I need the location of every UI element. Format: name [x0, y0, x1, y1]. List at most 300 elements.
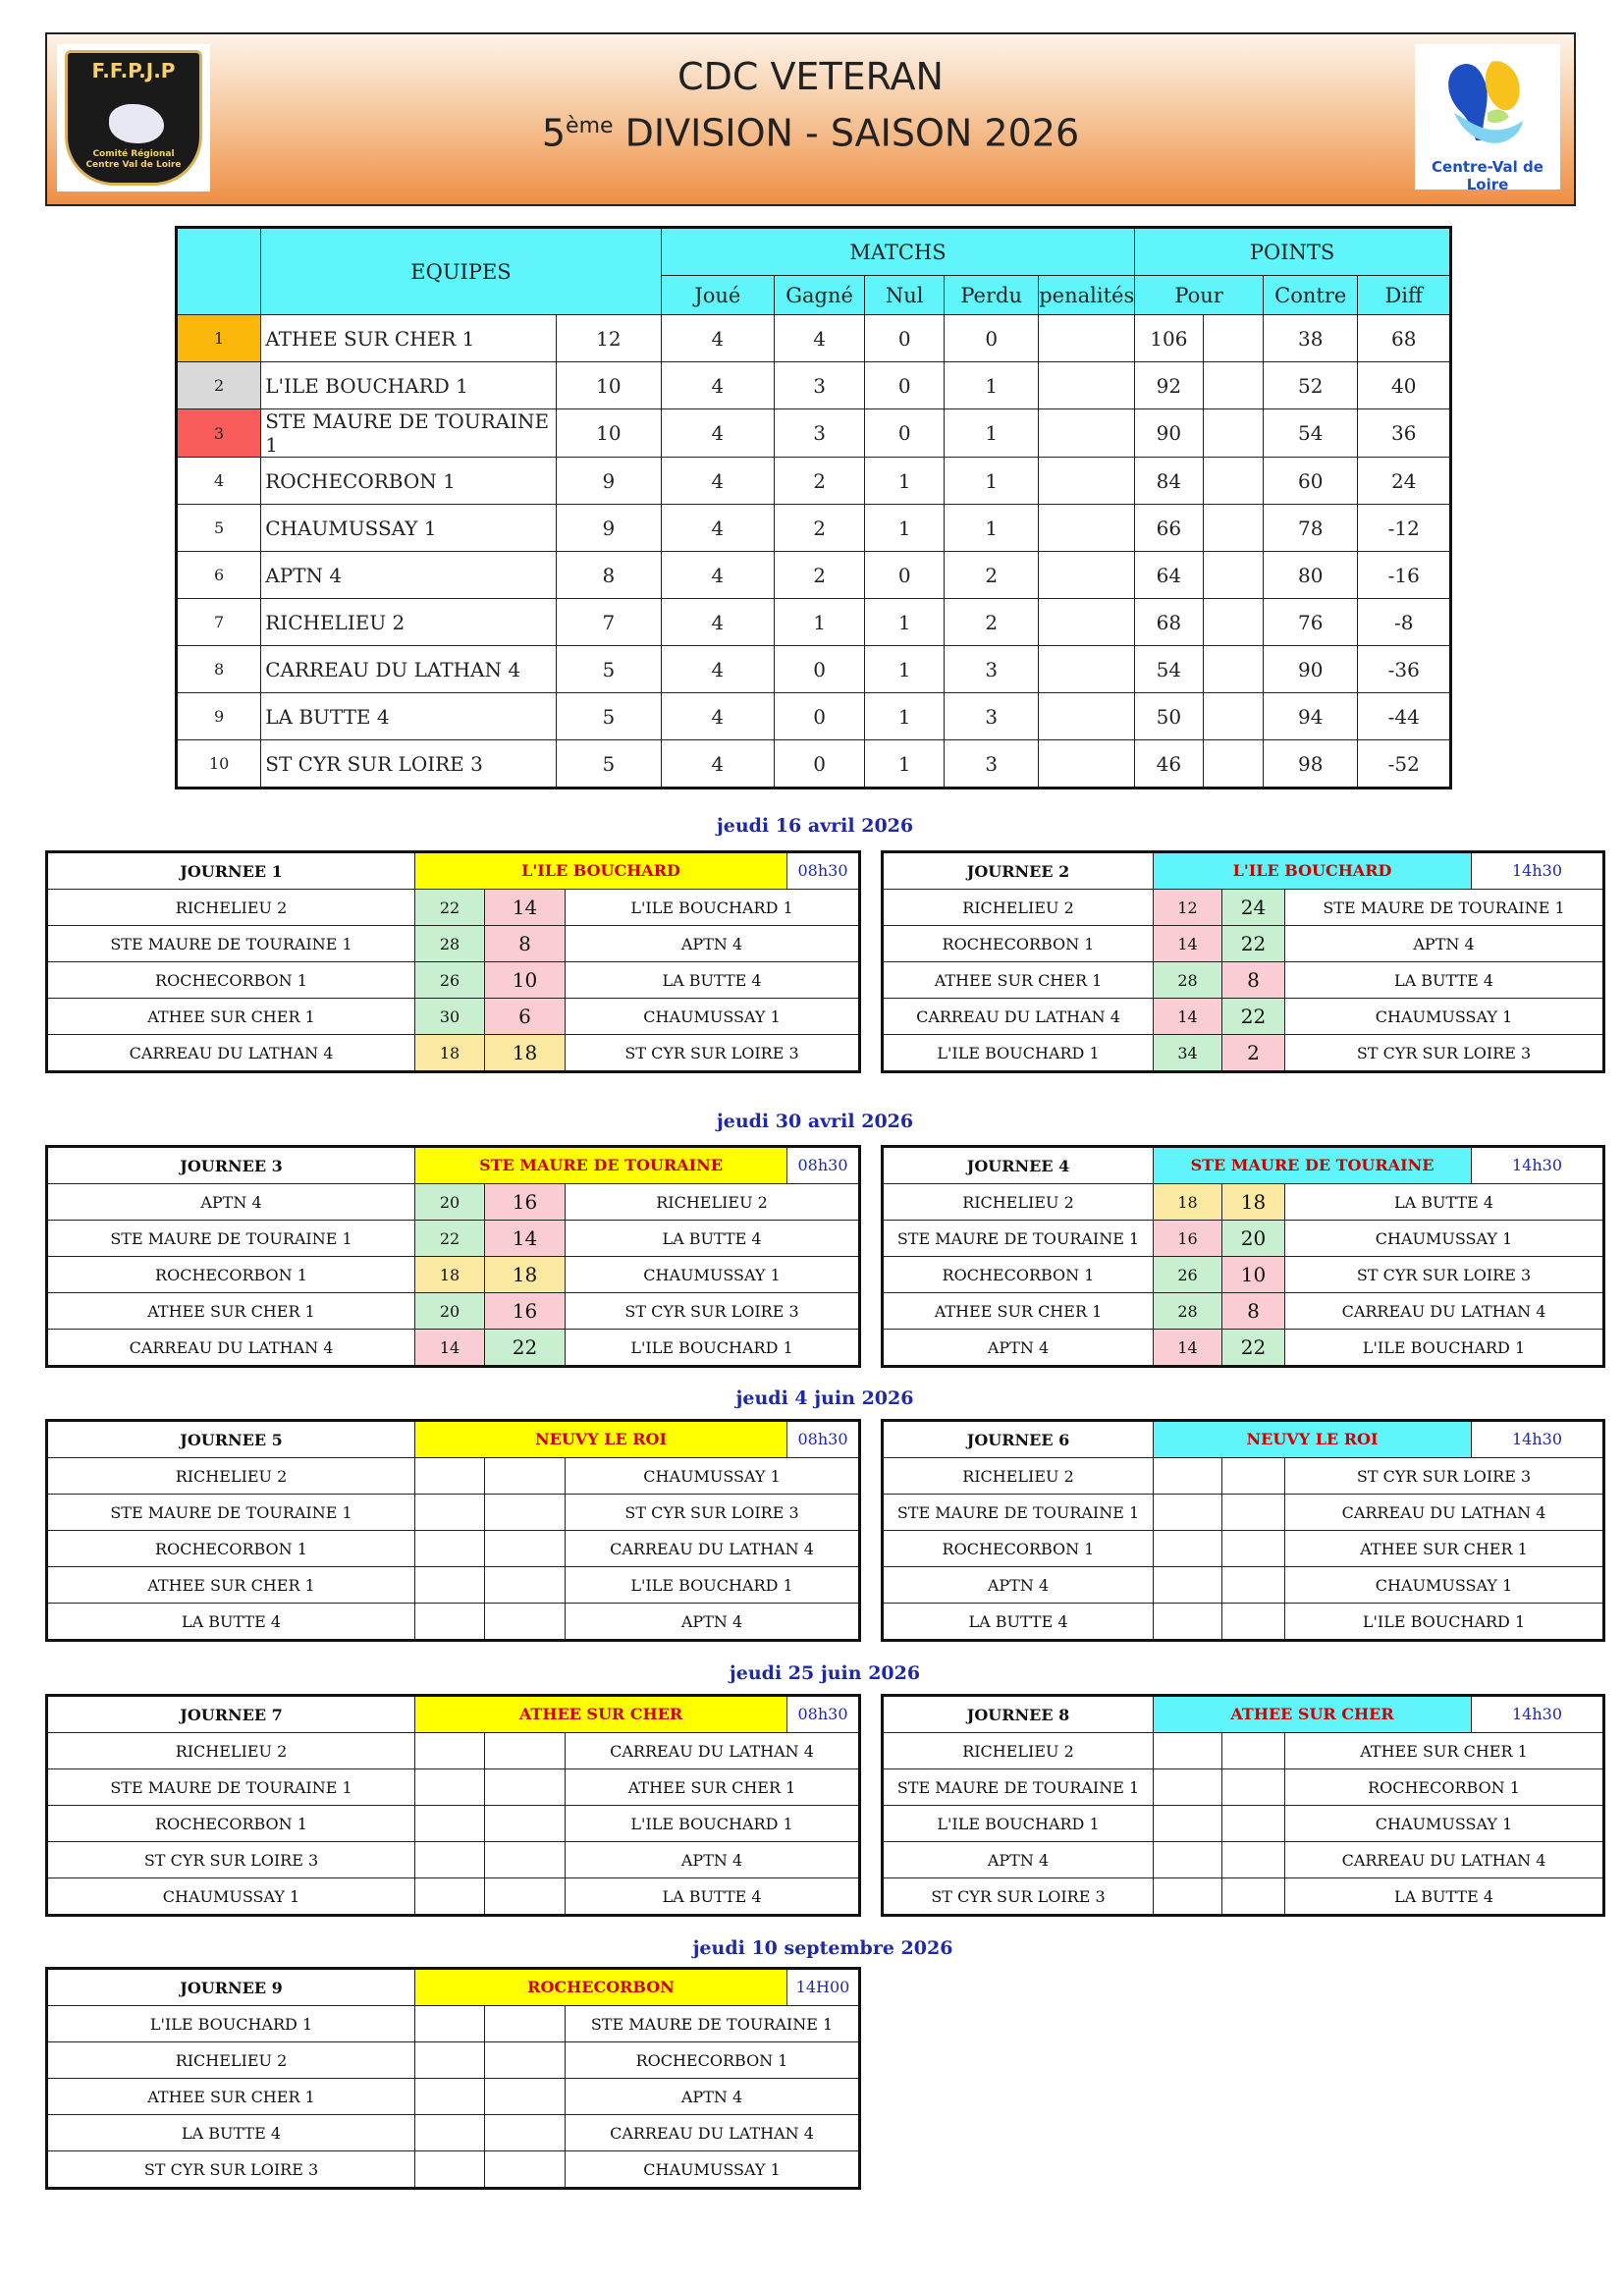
- venue-time: 08h30: [787, 853, 858, 889]
- venue-name: L'ILE BOUCHARD: [1154, 853, 1472, 889]
- ffpjp-shield-icon: F.F.P.J.P Comité Régional Centre Val de Loire: [65, 50, 202, 186]
- away-score: 18: [1222, 1184, 1285, 1221]
- journee-label: JOURNEE 4: [883, 1147, 1154, 1184]
- home-team: CARREAU DU LATHAN 4: [47, 1330, 415, 1367]
- team-points: 12: [556, 315, 661, 362]
- match-row: [47, 1604, 860, 1641]
- match-row: [47, 962, 860, 999]
- home-score: 22: [415, 890, 485, 926]
- team-name: L'ILE BOUCHARD 1: [261, 362, 557, 409]
- penalites-cell: [1039, 409, 1135, 458]
- match-row: [883, 999, 1604, 1035]
- home-team: CARREAU DU LATHAN 4: [47, 1035, 415, 1072]
- pour-cell: 50: [1135, 693, 1203, 740]
- gagne-cell: 0: [774, 740, 864, 789]
- home-team: STE MAURE DE TOURAINE 1: [47, 1769, 415, 1806]
- nul-header: Nul: [865, 276, 945, 315]
- away-team: APTN 4: [566, 926, 860, 962]
- home-team: APTN 4: [47, 1184, 415, 1221]
- venue-time: 08h30: [787, 1697, 858, 1732]
- gagne-cell: 2: [774, 552, 864, 599]
- home-score: [1154, 1769, 1222, 1806]
- team-points: 9: [556, 505, 661, 552]
- journee-table: [45, 850, 861, 1073]
- match-row: [883, 1293, 1604, 1330]
- perdu-cell: 1: [945, 409, 1039, 458]
- home-score: 20: [415, 1184, 485, 1221]
- journee-header-row: [47, 852, 860, 890]
- match-row: [883, 1495, 1604, 1531]
- gagne-cell: 3: [774, 409, 864, 458]
- journee-label: JOURNEE 8: [883, 1696, 1154, 1733]
- journee-label: JOURNEE 3: [47, 1147, 415, 1184]
- match-row: [883, 1567, 1604, 1604]
- match-row: [47, 2079, 860, 2115]
- journee-table: [881, 1145, 1605, 1368]
- away-score: [1222, 1458, 1285, 1495]
- home-score: 26: [1154, 1257, 1222, 1293]
- home-score: [1154, 1733, 1222, 1769]
- pour-cell: 84: [1135, 458, 1203, 505]
- away-score: [485, 1806, 566, 1842]
- away-team: ATHEE SUR CHER 1: [1285, 1733, 1604, 1769]
- journee-label: JOURNEE 7: [47, 1696, 415, 1733]
- home-score: 26: [415, 962, 485, 999]
- home-team: LA BUTTE 4: [883, 1604, 1154, 1641]
- nul-cell: 1: [865, 646, 945, 693]
- journee-venue: [415, 1421, 860, 1458]
- home-score: 28: [415, 926, 485, 962]
- team-name: ATHEE SUR CHER 1: [261, 315, 557, 362]
- home-team: ROCHECORBON 1: [883, 926, 1154, 962]
- match-row: [883, 1531, 1604, 1567]
- nul-cell: 1: [865, 458, 945, 505]
- diff-cell: -16: [1358, 552, 1451, 599]
- contre-cell: 94: [1264, 693, 1358, 740]
- home-score: [1154, 1458, 1222, 1495]
- gagne-cell: 2: [774, 458, 864, 505]
- contre-cell: 80: [1264, 552, 1358, 599]
- penalites-header: penalités: [1039, 276, 1135, 315]
- away-score: [485, 1733, 566, 1769]
- away-score: 22: [1222, 1330, 1285, 1367]
- pour-extra-cell: [1203, 505, 1264, 552]
- away-score: [485, 1769, 566, 1806]
- away-score: 8: [1222, 1293, 1285, 1330]
- away-team: ST CYR SUR LOIRE 3: [566, 1293, 860, 1330]
- away-team: L'ILE BOUCHARD 1: [566, 890, 860, 926]
- rank-cell: 3: [177, 409, 261, 458]
- match-row: [47, 1769, 860, 1806]
- gagne-header: Gagné: [774, 276, 864, 315]
- page-title: [47, 52, 1574, 159]
- home-team: LA BUTTE 4: [47, 2115, 415, 2151]
- home-team: RICHELIEU 2: [883, 1184, 1154, 1221]
- journee-table: [45, 1967, 861, 2190]
- away-team: STE MAURE DE TOURAINE 1: [1285, 890, 1604, 926]
- match-row: [47, 2151, 860, 2189]
- home-score: [415, 1495, 485, 1531]
- diff-cell: -8: [1358, 599, 1451, 646]
- pour-extra-cell: [1203, 693, 1264, 740]
- match-row: [47, 1330, 860, 1367]
- home-score: 14: [1154, 999, 1222, 1035]
- pour-cell: 64: [1135, 552, 1203, 599]
- away-score: 14: [485, 890, 566, 926]
- journee-venue: [415, 1147, 860, 1184]
- contre-cell: 52: [1264, 362, 1358, 409]
- away-team: ST CYR SUR LOIRE 3: [566, 1035, 860, 1072]
- pour-cell: 68: [1135, 599, 1203, 646]
- standings-row: [177, 740, 1451, 789]
- team-points: 5: [556, 740, 661, 789]
- away-team: RICHELIEU 2: [566, 1184, 860, 1221]
- home-team: RICHELIEU 2: [47, 1733, 415, 1769]
- diff-cell: -52: [1358, 740, 1451, 789]
- home-score: [415, 1733, 485, 1769]
- away-team: CHAUMUSSAY 1: [1285, 1806, 1604, 1842]
- team-points: 10: [556, 409, 661, 458]
- home-team: STE MAURE DE TOURAINE 1: [47, 1221, 415, 1257]
- journee-header-row: [883, 1696, 1604, 1733]
- penalites-cell: [1039, 693, 1135, 740]
- away-team: LA BUTTE 4: [1285, 1184, 1604, 1221]
- standings-header-row-1: [177, 228, 1451, 276]
- pour-extra-cell: [1203, 740, 1264, 789]
- home-team: STE MAURE DE TOURAINE 1: [883, 1769, 1154, 1806]
- journee-venue: [1154, 1147, 1604, 1184]
- journee-label: JOURNEE 5: [47, 1421, 415, 1458]
- journee-table: [881, 1694, 1605, 1917]
- contre-header: Contre: [1264, 276, 1358, 315]
- match-row: [47, 890, 860, 926]
- home-score: [415, 1604, 485, 1641]
- nul-cell: 1: [865, 505, 945, 552]
- matchs-header: MATCHS: [661, 228, 1135, 276]
- home-team: CHAUMUSSAY 1: [47, 1878, 415, 1916]
- away-team: LA BUTTE 4: [566, 1221, 860, 1257]
- journee-header-row: [47, 1696, 860, 1733]
- penalites-cell: [1039, 646, 1135, 693]
- standings-row: [177, 458, 1451, 505]
- pour-extra-cell: [1203, 315, 1264, 362]
- penalites-cell: [1039, 362, 1135, 409]
- venue-name: STE MAURE DE TOURAINE: [415, 1148, 787, 1183]
- away-score: [1222, 1495, 1285, 1531]
- home-team: L'ILE BOUCHARD 1: [883, 1035, 1154, 1072]
- pour-extra-cell: [1203, 458, 1264, 505]
- away-score: [485, 2006, 566, 2042]
- home-team: ATHEE SUR CHER 1: [47, 1567, 415, 1604]
- penalites-cell: [1039, 505, 1135, 552]
- standings-row: [177, 505, 1451, 552]
- venue-name: ROCHECORBON: [415, 1970, 787, 2005]
- away-team: CARREAU DU LATHAN 4: [566, 2115, 860, 2151]
- away-team: STE MAURE DE TOURAINE 1: [566, 2006, 860, 2042]
- away-score: 18: [485, 1257, 566, 1293]
- journee-header-row: [883, 852, 1604, 890]
- home-score: 12: [1154, 890, 1222, 926]
- journee-header-row: [47, 1421, 860, 1458]
- home-score: [415, 1769, 485, 1806]
- venue-time: 14h30: [1472, 1422, 1602, 1457]
- match-row: [883, 1330, 1604, 1367]
- perdu-cell: 3: [945, 693, 1039, 740]
- away-score: 8: [485, 926, 566, 962]
- match-row: [47, 2006, 860, 2042]
- team-points: 5: [556, 693, 661, 740]
- points-header: POINTS: [1135, 228, 1451, 276]
- home-team: ATHEE SUR CHER 1: [883, 1293, 1154, 1330]
- team-points: 7: [556, 599, 661, 646]
- venue-time: 14h30: [1472, 1697, 1602, 1732]
- home-team: ST CYR SUR LOIRE 3: [47, 2151, 415, 2189]
- nul-cell: 1: [865, 693, 945, 740]
- journee-label: JOURNEE 1: [47, 852, 415, 890]
- away-team: L'ILE BOUCHARD 1: [1285, 1330, 1604, 1367]
- away-score: [485, 1604, 566, 1641]
- match-row: [47, 1458, 860, 1495]
- away-score: [485, 2115, 566, 2151]
- team-name: RICHELIEU 2: [261, 599, 557, 646]
- away-score: 24: [1222, 890, 1285, 926]
- away-team: APTN 4: [566, 1604, 860, 1641]
- venue-time: 14h30: [1472, 853, 1602, 889]
- journee-table: [45, 1419, 861, 1642]
- perdu-cell: 1: [945, 458, 1039, 505]
- away-team: L'ILE BOUCHARD 1: [1285, 1604, 1604, 1641]
- team-points: 8: [556, 552, 661, 599]
- away-team: ATHEE SUR CHER 1: [1285, 1531, 1604, 1567]
- home-score: [1154, 1842, 1222, 1878]
- journee-venue: [415, 852, 860, 890]
- away-score: [1222, 1842, 1285, 1878]
- perdu-cell: 2: [945, 599, 1039, 646]
- date-label: jeudi 25 juin 2026: [729, 1662, 921, 1684]
- diff-header: Diff: [1358, 276, 1451, 315]
- home-team: ATHEE SUR CHER 1: [47, 999, 415, 1035]
- home-team: ROCHECORBON 1: [47, 1531, 415, 1567]
- gagne-cell: 0: [774, 646, 864, 693]
- home-score: 18: [415, 1035, 485, 1072]
- home-team: L'ILE BOUCHARD 1: [47, 2006, 415, 2042]
- away-score: [1222, 1733, 1285, 1769]
- home-team: STE MAURE DE TOURAINE 1: [47, 1495, 415, 1531]
- home-team: APTN 4: [883, 1330, 1154, 1367]
- away-team: CARREAU DU LATHAN 4: [1285, 1293, 1604, 1330]
- venue-time: 08h30: [787, 1148, 858, 1183]
- home-team: ATHEE SUR CHER 1: [47, 2079, 415, 2115]
- venue-name: NEUVY LE ROI: [1154, 1422, 1472, 1457]
- perdu-cell: 0: [945, 315, 1039, 362]
- home-score: [415, 1458, 485, 1495]
- pour-cell: 54: [1135, 646, 1203, 693]
- match-row: [47, 2042, 860, 2079]
- away-score: [485, 1531, 566, 1567]
- away-team: CHAUMUSSAY 1: [566, 2151, 860, 2189]
- contre-cell: 78: [1264, 505, 1358, 552]
- joue-cell: 4: [661, 646, 774, 693]
- home-score: [415, 2042, 485, 2079]
- penalites-cell: [1039, 740, 1135, 789]
- perdu-cell: 3: [945, 740, 1039, 789]
- joue-cell: 4: [661, 505, 774, 552]
- penalites-cell: [1039, 315, 1135, 362]
- gagne-cell: 2: [774, 505, 864, 552]
- date-label: jeudi 10 septembre 2026: [692, 1937, 953, 1959]
- home-score: [415, 1567, 485, 1604]
- away-score: 14: [485, 1221, 566, 1257]
- gagne-cell: 0: [774, 693, 864, 740]
- away-score: 16: [485, 1293, 566, 1330]
- standings-row: [177, 409, 1451, 458]
- match-row: [883, 1257, 1604, 1293]
- match-row: [47, 1878, 860, 1916]
- joue-header: Joué: [661, 276, 774, 315]
- nul-cell: 1: [865, 599, 945, 646]
- away-team: ST CYR SUR LOIRE 3: [1285, 1257, 1604, 1293]
- match-row: [47, 1293, 860, 1330]
- home-team: LA BUTTE 4: [47, 1604, 415, 1641]
- diff-cell: 36: [1358, 409, 1451, 458]
- home-score: 14: [1154, 1330, 1222, 1367]
- away-team: L'ILE BOUCHARD 1: [566, 1567, 860, 1604]
- match-row: [883, 1458, 1604, 1495]
- away-team: ST CYR SUR LOIRE 3: [566, 1495, 860, 1531]
- match-row: [47, 1221, 860, 1257]
- match-row: [47, 1842, 860, 1878]
- away-team: LA BUTTE 4: [566, 962, 860, 999]
- region-logo: [1415, 44, 1560, 193]
- match-row: [883, 1035, 1604, 1072]
- rank-header: [177, 228, 261, 315]
- standings-row: [177, 693, 1451, 740]
- perdu-cell: 2: [945, 552, 1039, 599]
- home-team: RICHELIEU 2: [47, 890, 415, 926]
- pour-header: Pour: [1135, 276, 1264, 315]
- away-score: 16: [485, 1184, 566, 1221]
- away-score: 10: [485, 962, 566, 999]
- home-score: 22: [415, 1221, 485, 1257]
- away-score: 22: [1222, 999, 1285, 1035]
- away-score: [485, 2079, 566, 2115]
- away-score: 2: [1222, 1035, 1285, 1072]
- team-name: LA BUTTE 4: [261, 693, 557, 740]
- journee-label: JOURNEE 2: [883, 852, 1154, 890]
- rank-cell: 7: [177, 599, 261, 646]
- rank-cell: 6: [177, 552, 261, 599]
- away-score: [485, 1458, 566, 1495]
- home-score: 30: [415, 999, 485, 1035]
- diff-cell: 24: [1358, 458, 1451, 505]
- away-team: CARREAU DU LATHAN 4: [1285, 1495, 1604, 1531]
- home-score: [1154, 1604, 1222, 1641]
- venue-time: 08h30: [787, 1422, 858, 1457]
- penalites-cell: [1039, 552, 1135, 599]
- away-score: 6: [485, 999, 566, 1035]
- team-name: STE MAURE DE TOURAINE 1: [261, 409, 557, 458]
- journee-table: [881, 1419, 1605, 1642]
- pour-extra-cell: [1203, 409, 1264, 458]
- home-score: [415, 2115, 485, 2151]
- match-row: [47, 999, 860, 1035]
- home-team: RICHELIEU 2: [47, 2042, 415, 2079]
- journee-venue: [1154, 1421, 1604, 1458]
- equipes-header: EQUIPES: [261, 228, 661, 315]
- home-score: [415, 2151, 485, 2189]
- away-score: [485, 2151, 566, 2189]
- journee-venue: [415, 1969, 860, 2006]
- match-row: [883, 1221, 1604, 1257]
- perdu-cell: 1: [945, 362, 1039, 409]
- perdu-header: Perdu: [945, 276, 1039, 315]
- home-team: STE MAURE DE TOURAINE 1: [883, 1495, 1154, 1531]
- home-team: ROCHECORBON 1: [883, 1257, 1154, 1293]
- pour-cell: 106: [1135, 315, 1203, 362]
- away-score: [485, 1842, 566, 1878]
- away-score: 22: [1222, 926, 1285, 962]
- diff-cell: -12: [1358, 505, 1451, 552]
- away-team: LA BUTTE 4: [1285, 962, 1604, 999]
- venue-time: 14h30: [1472, 1148, 1602, 1183]
- standings-row: [177, 315, 1451, 362]
- home-score: [1154, 1495, 1222, 1531]
- diff-cell: 40: [1358, 362, 1451, 409]
- match-row: [883, 1604, 1604, 1641]
- pour-extra-cell: [1203, 362, 1264, 409]
- journee-table: [45, 1145, 861, 1368]
- standings-row: [177, 552, 1451, 599]
- joue-cell: 4: [661, 740, 774, 789]
- away-score: [1222, 1567, 1285, 1604]
- match-row: [883, 1184, 1604, 1221]
- away-score: 20: [1222, 1221, 1285, 1257]
- home-team: ROCHECORBON 1: [47, 962, 415, 999]
- home-score: [415, 2079, 485, 2115]
- home-score: 14: [1154, 926, 1222, 962]
- match-row: [883, 1878, 1604, 1916]
- away-team: CHAUMUSSAY 1: [566, 999, 860, 1035]
- away-score: [1222, 1531, 1285, 1567]
- match-row: [883, 962, 1604, 999]
- home-team: L'ILE BOUCHARD 1: [883, 1806, 1154, 1842]
- match-row: [47, 1806, 860, 1842]
- venue-name: ATHEE SUR CHER: [1154, 1697, 1472, 1732]
- pour-cell: 90: [1135, 409, 1203, 458]
- venue-name: L'ILE BOUCHARD: [415, 853, 787, 889]
- contre-cell: 54: [1264, 409, 1358, 458]
- team-name: APTN 4: [261, 552, 557, 599]
- away-team: ROCHECORBON 1: [566, 2042, 860, 2079]
- home-team: ROCHECORBON 1: [47, 1806, 415, 1842]
- match-row: [883, 1806, 1604, 1842]
- rank-cell: 9: [177, 693, 261, 740]
- home-team: RICHELIEU 2: [883, 1733, 1154, 1769]
- venue-time: 14H00: [787, 1970, 858, 2005]
- journee-venue: [415, 1696, 860, 1733]
- joue-cell: 4: [661, 362, 774, 409]
- away-team: LA BUTTE 4: [566, 1878, 860, 1916]
- penalites-cell: [1039, 599, 1135, 646]
- away-team: L'ILE BOUCHARD 1: [566, 1330, 860, 1367]
- journee-header-row: [47, 1147, 860, 1184]
- home-team: STE MAURE DE TOURAINE 1: [883, 1221, 1154, 1257]
- date-label: jeudi 16 avril 2026: [716, 815, 914, 837]
- journee-venue: [1154, 852, 1604, 890]
- match-row: [47, 1733, 860, 1769]
- title-line-2: 5ème DIVISION - SAISON 2026: [541, 111, 1080, 155]
- nul-cell: 1: [865, 740, 945, 789]
